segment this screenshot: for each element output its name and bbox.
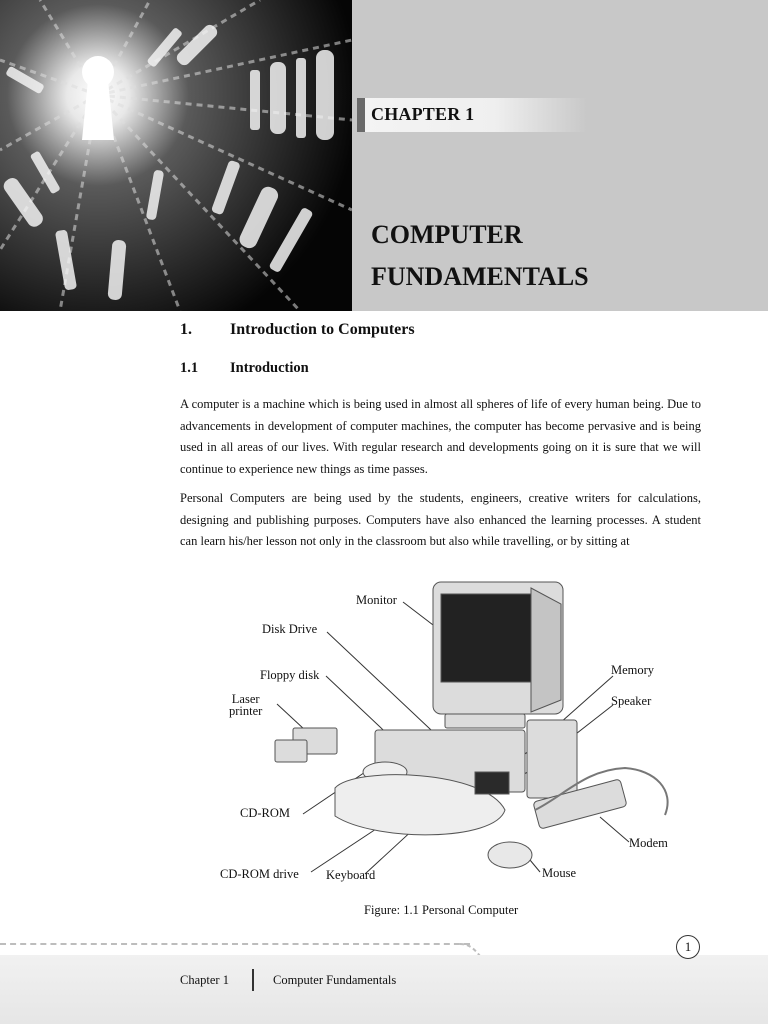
chapter-label-strip: [357, 98, 587, 132]
binary-tunnel-keyhole-icon: [0, 0, 352, 311]
figure-personal-computer: [205, 580, 685, 890]
label-cd-rom-drive: CD-ROM drive: [220, 867, 299, 881]
footer-title: Computer Fundamentals: [273, 973, 397, 987]
footer-chapter: Chapter 1: [180, 973, 229, 987]
footer-divider: [0, 943, 470, 945]
footer-separator: [252, 969, 254, 991]
page-number: 1: [676, 935, 700, 959]
section-title: Introduction to Computers: [230, 321, 415, 338]
label-speaker: Speaker: [611, 694, 652, 708]
label-mouse: Mouse: [542, 866, 577, 880]
footer-band: [0, 955, 768, 1024]
section-number: 1.: [180, 321, 192, 338]
label-floppy-disk: Floppy disk: [260, 668, 320, 682]
label-monitor: Monitor: [356, 593, 397, 607]
paragraph: A computer is a machine which is being used in almost all spheres of life of every human being. Due to advancements in development of computer machines, the computer has become pervasive and is being used in all areas of our lives. With regular research and developments going on it is sure that we will continue to experience new things as time passes.: [180, 397, 701, 476]
label-memory: Memory: [611, 663, 655, 677]
chapter-title-line2: FUNDAMENTALS: [371, 262, 589, 291]
figure-caption: Figure: 1.1 Personal Computer: [364, 903, 519, 917]
chapter-header-image: [0, 0, 352, 311]
chapter-title-line1: COMPUTER: [371, 220, 523, 249]
paragraph: Personal Computers are being used by the students, engineers, creative writers for calculations, designing and publishing purposes. Computers have also enhanced the learning processes. A student can learn his/her lesson not only in the classroom but also while travelling, or by sitting at: [180, 491, 701, 548]
subsection-title: Introduction: [230, 360, 309, 376]
chapter-strip-bar: [357, 98, 365, 132]
label-laser-printer: Laser printer: [229, 692, 263, 718]
label-disk-drive: Disk Drive: [262, 622, 318, 636]
chapter-label: CHAPTER 1: [371, 104, 475, 124]
subsection-heading: [180, 360, 309, 377]
label-modem: Modem: [629, 836, 668, 850]
subsection-number: 1.1: [180, 360, 199, 376]
label-cd-rom: CD-ROM: [240, 806, 291, 820]
chapter-title: [371, 214, 589, 298]
label-keyboard: Keyboard: [326, 868, 376, 882]
section-heading: [180, 321, 415, 339]
